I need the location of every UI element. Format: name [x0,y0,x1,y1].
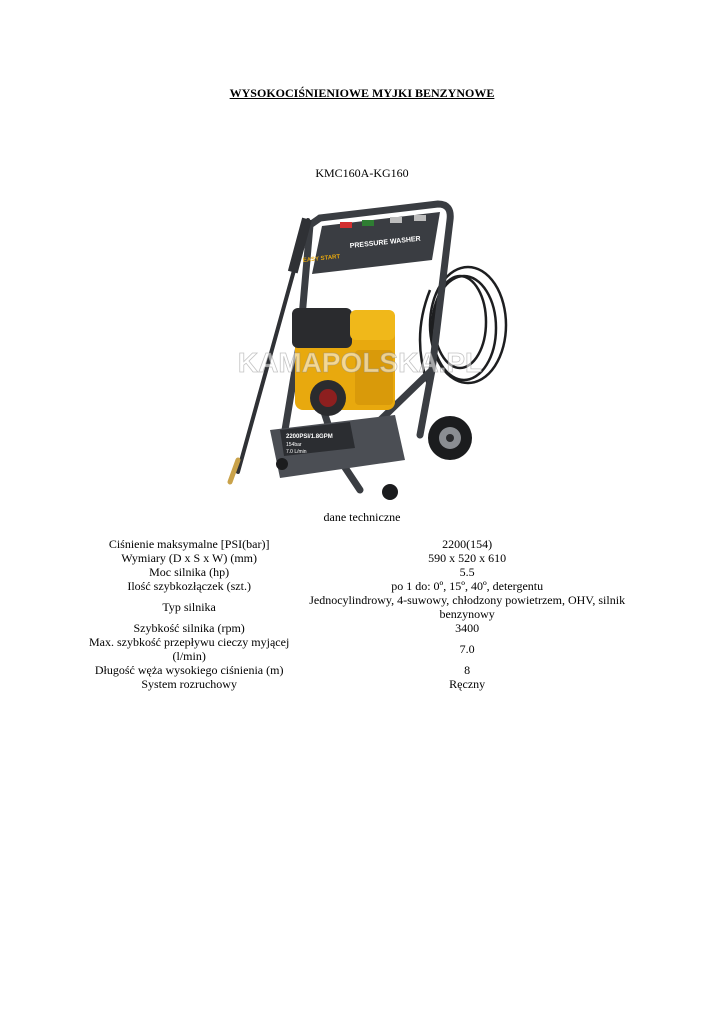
table-row [86,635,642,663]
front-foot [382,484,398,500]
rear-wheel [428,416,472,460]
document-title: WYSOKOCIŚNIENIOWE MYJKI BENZYNOWE [229,86,495,100]
pump-base [270,415,405,478]
model-name: KMC160A-KG160 [315,166,409,180]
table-row [86,579,642,593]
table-row [86,551,642,565]
product-photo [200,190,520,510]
spec-label: Max. szybkość przepływu cieczy myjącej (l/min) [89,635,290,663]
left-foot [276,458,288,470]
spec-value: 8 [464,663,471,677]
spec-label: Długość węża wysokiego ciśnienia (m) [94,663,284,677]
spec-label: Typ silnika [162,600,216,614]
spec-value: 590 x 520 x 610 [428,551,507,565]
spec-label: System rozruchowy [141,677,237,691]
easy-start-label: EASY START [302,254,341,264]
spec-value: 5.5 [459,565,475,579]
specs-table [86,537,642,691]
table-row [86,593,642,621]
spec-label: Moc silnika (hp) [149,565,230,579]
badge-line2: 154bar [286,442,302,448]
table-row [86,677,642,691]
spec-value: 2200(154) [442,537,493,551]
spec-value: Ręczny [449,677,486,691]
table-row [86,537,642,551]
spec-value: po 1 do: 0º, 15º, 40º, detergentu [391,579,544,593]
badge-line1: 2200PSI/1.8GPM [286,434,333,440]
badge-line3: 7.0 L/min [286,449,307,455]
spec-label: Ilość szybkozłączek (szt.) [127,579,251,593]
spec-value: 3400 [455,621,480,635]
table-row [86,565,642,579]
table-row [86,621,642,635]
photo-caption: dane techniczne [323,510,401,524]
spec-label: Szybkość silnika (rpm) [133,621,245,635]
table-row [86,663,642,677]
spec-value: 7.0 [459,642,475,656]
spec-value: Jednocylindrowy, 4-suwowy, chłodzony powietrzem, OHV, silnik benzynowy [309,593,626,621]
spec-label: Wymiary (D x S x W) (mm) [121,551,257,565]
control-panel [303,212,440,274]
panel-label: PRESSURE WASHER [349,235,422,250]
watermark: KAMAPOLSKA.PL [237,347,483,378]
spec-label: Ciśnienie maksymalne [PSI(bar)] [108,537,270,551]
